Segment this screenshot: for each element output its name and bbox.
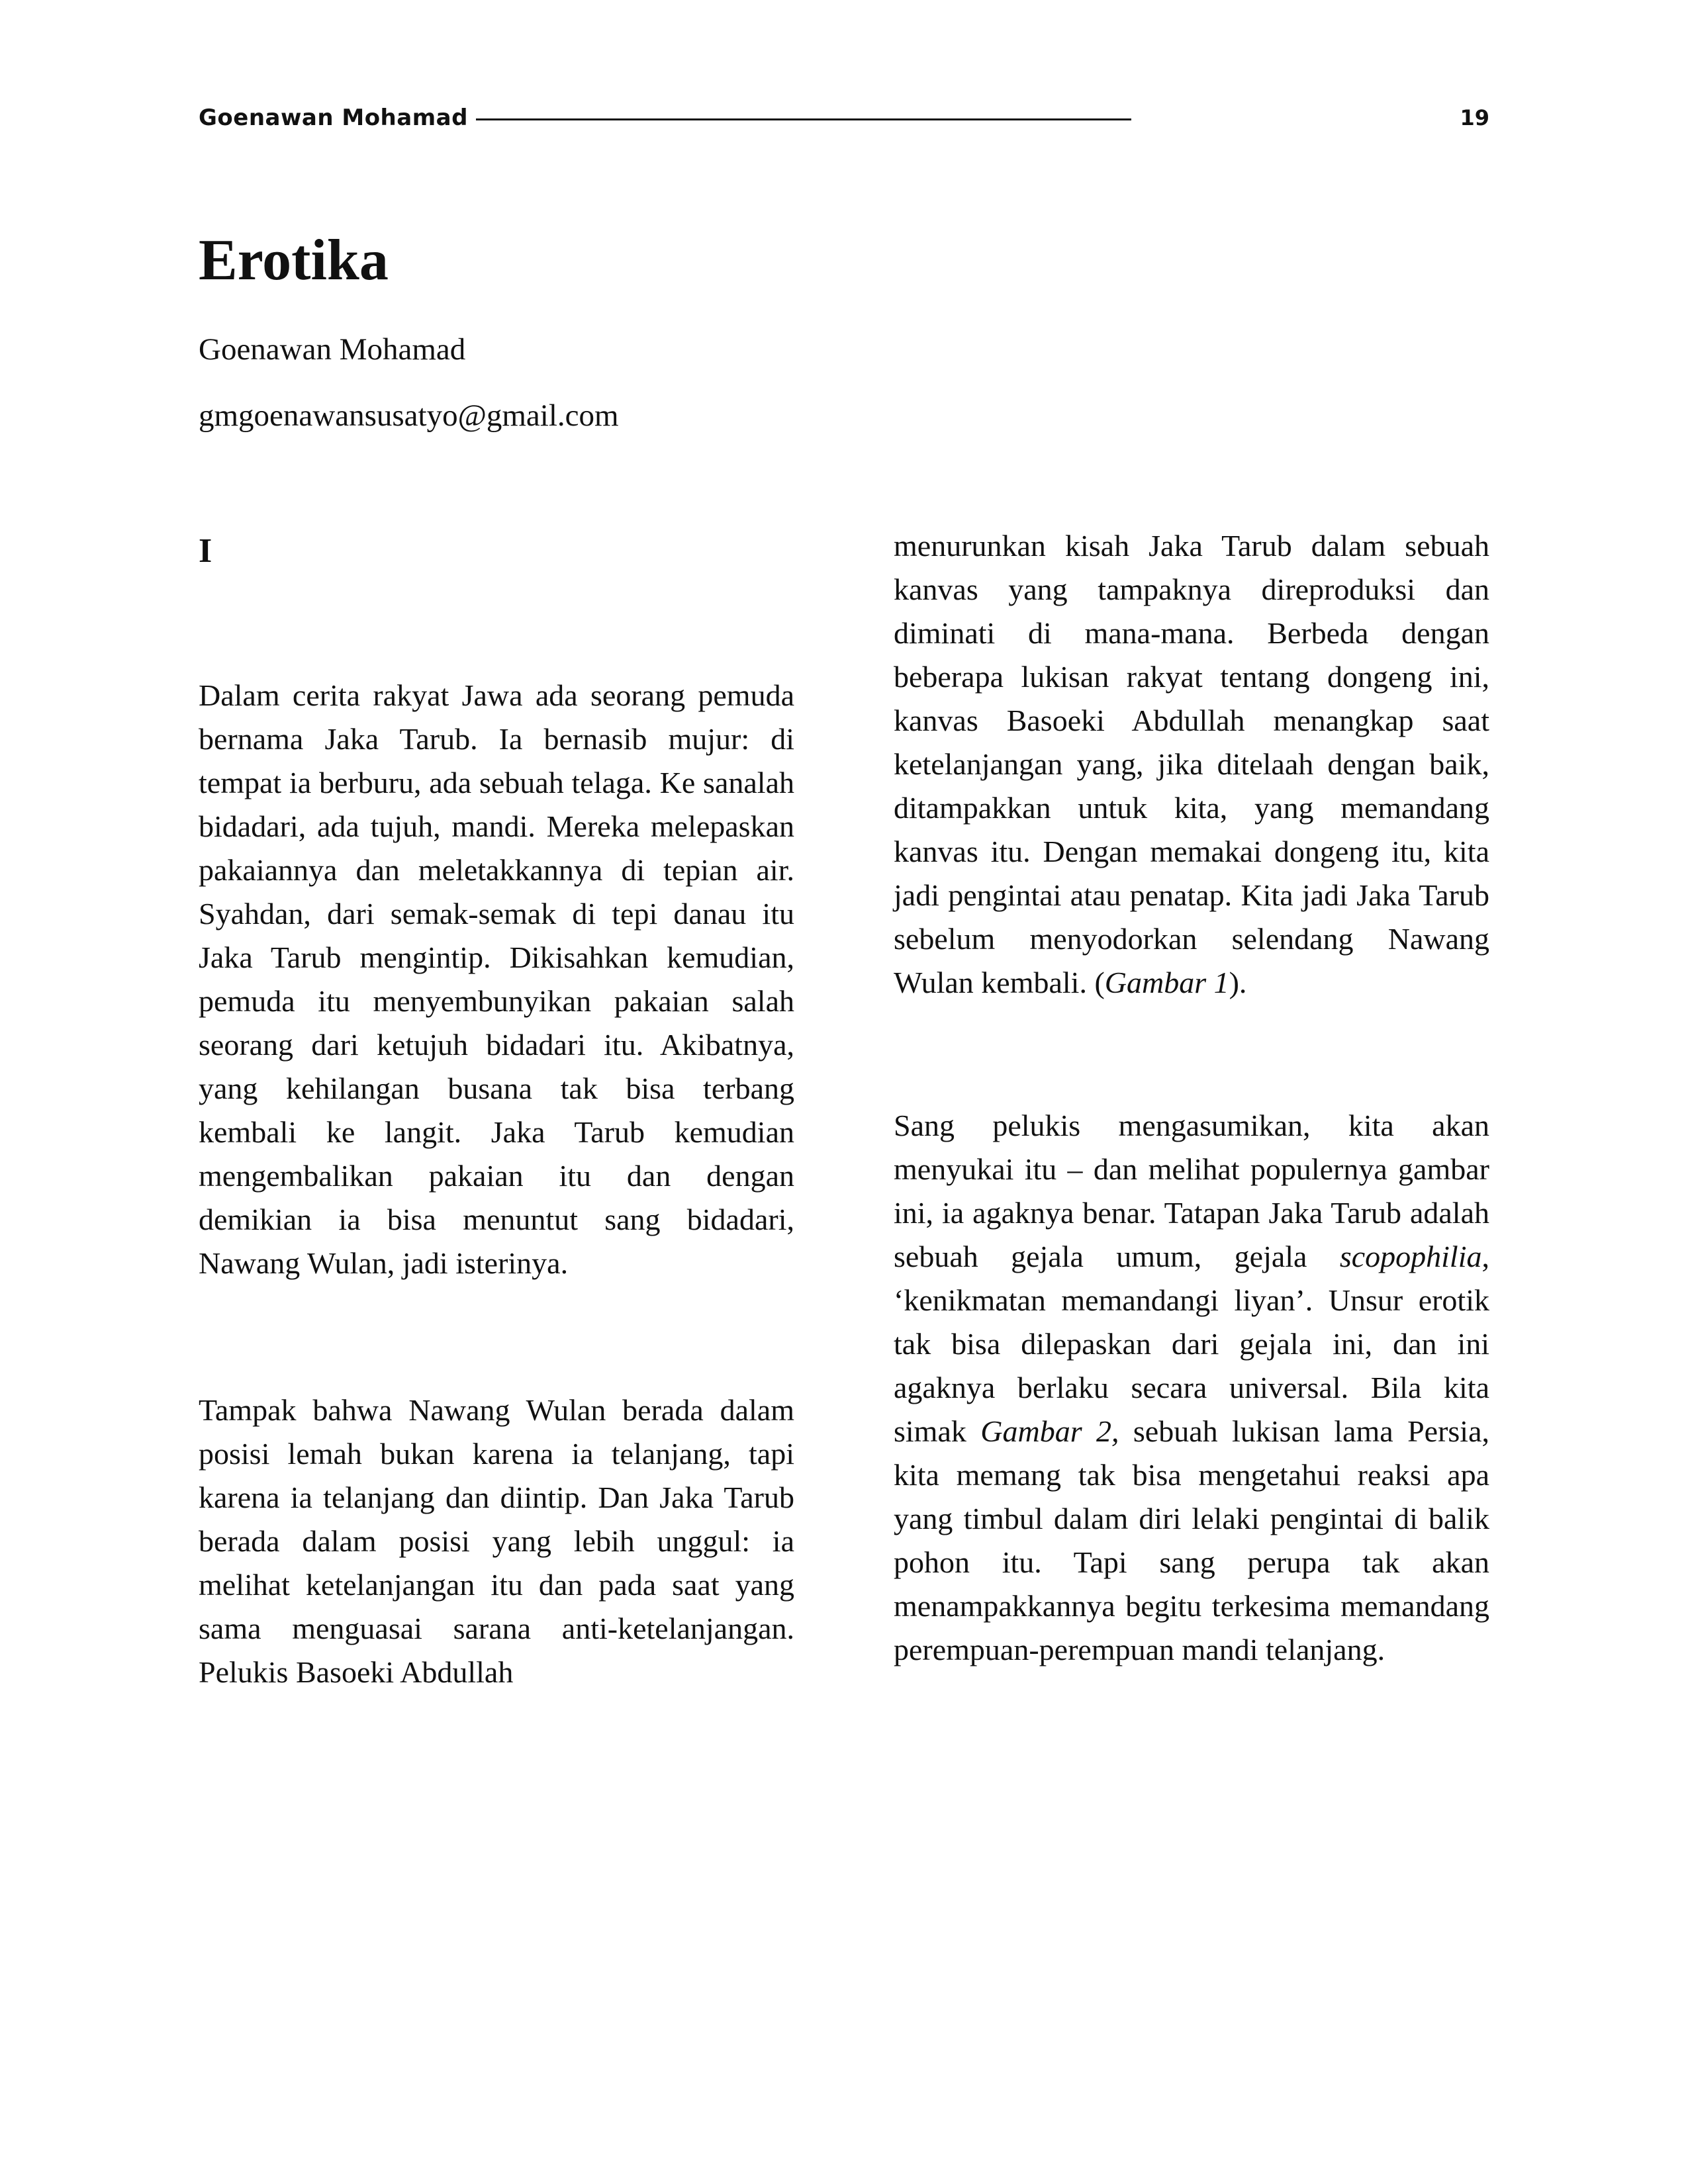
paragraph-3-text-c: sebuah lukisan lama Persia, kita memang tak bisa mengetahui reaksi apa yang timbul dalam diri lelaki pengintai di balik pohon itu. Tapi sang perupa tak akan menampakkannya begitu terkesima memandang perempuan-perempuan mandi telanjang. [894, 1414, 1489, 1666]
figure-1-reference: Gambar 1 [1104, 966, 1229, 999]
author-email: gmgoenawansusatyo@gmail.com [199, 398, 619, 433]
paragraph-2-continued [894, 524, 1489, 1005]
paragraph-3-text-b: , ‘kenikmatan memandangi liyan’. Unsur erotik tak bisa dilepaskan dari gejala ini, dan ini agaknya berlaku secara universal. Bila kita simak [894, 1240, 1489, 1448]
paragraph-1: Dalam cerita rakyat Jawa ada seorang pemuda bernama Jaka Tarub. Ia bernasib mujur: di tempat ia berburu, ada sebuah telaga. Ke sanalah bidadari, ada tujuh, mandi. Mereka melepaskan pakaiannya dan meletakkannya di tepian air. Syahdan, dari semak-semak di tepi danau itu Jaka Tarub mengintip. Dikisahkan kemudian, pemuda itu menyembunyikan pakaian salah seorang dari ketujuh bidadari itu. Akibatnya, yang kehilangan busana tak bisa terbang kembali ke langit. Jaka Tarub kemudian mengembalikan pakaian itu dan dengan demikian ia bisa menuntut sang bidadari, Nawang Wulan, jadi isterinya. [199, 678, 794, 1280]
scopophilia-term: scopophilia [1339, 1240, 1482, 1273]
left-column [199, 529, 794, 1694]
paragraph-3 [894, 1104, 1489, 1672]
paragraph-2-start: Tampak bahwa Nawang Wulan berada dalam posisi lemah bukan karena ia telanjang, tapi karena ia telanjang dan diintip. Dan Jaka Tarub berada dalam posisi yang lebih unggul: ia melihat ketelanjangan itu dan pada saat yang sama menguasai sarana anti-ketelanjangan. Pelukis Basoeki Abdullah [199, 1393, 794, 1689]
page-number: 19 [1460, 105, 1489, 130]
paragraph-2-end: ). [1229, 966, 1247, 999]
article-author: Goenawan Mohamad [199, 332, 466, 367]
header-rule [476, 118, 1131, 120]
figure-2-reference: Gambar 2, [980, 1414, 1119, 1448]
article-title: Erotika [199, 228, 389, 293]
paragraph-2-text: menurunkan kisah Jaka Tarub dalam sebuah kanvas yang tampaknya direproduksi dan diminati di mana-mana. Berbeda dengan beberapa lukisan rakyat tentang dongeng ini, kanvas Basoeki Abdullah menangkap saat ketelanjangan yang, jika ditelaah dengan baik, ditampakkan untuk kita, yang memandang kanvas itu. Dengan memakai dongeng itu, kita jadi pengintai atau penatap. Kita jadi Jaka Tarub sebelum menyodorkan selendang Nawang Wulan kembali. ( [894, 529, 1489, 999]
header-author: Goenawan Mohamad [199, 105, 468, 131]
paragraph-3-text-a: Sang pelukis mengasumikan, kita akan menyukai itu – dan melihat populernya gambar ini, ia agaknya benar. Tatapan Jaka Tarub adalah sebuah gejala umum, gejala [894, 1109, 1489, 1273]
running-header [199, 105, 1489, 131]
right-column [894, 524, 1489, 1672]
section-heading: I [199, 532, 212, 570]
